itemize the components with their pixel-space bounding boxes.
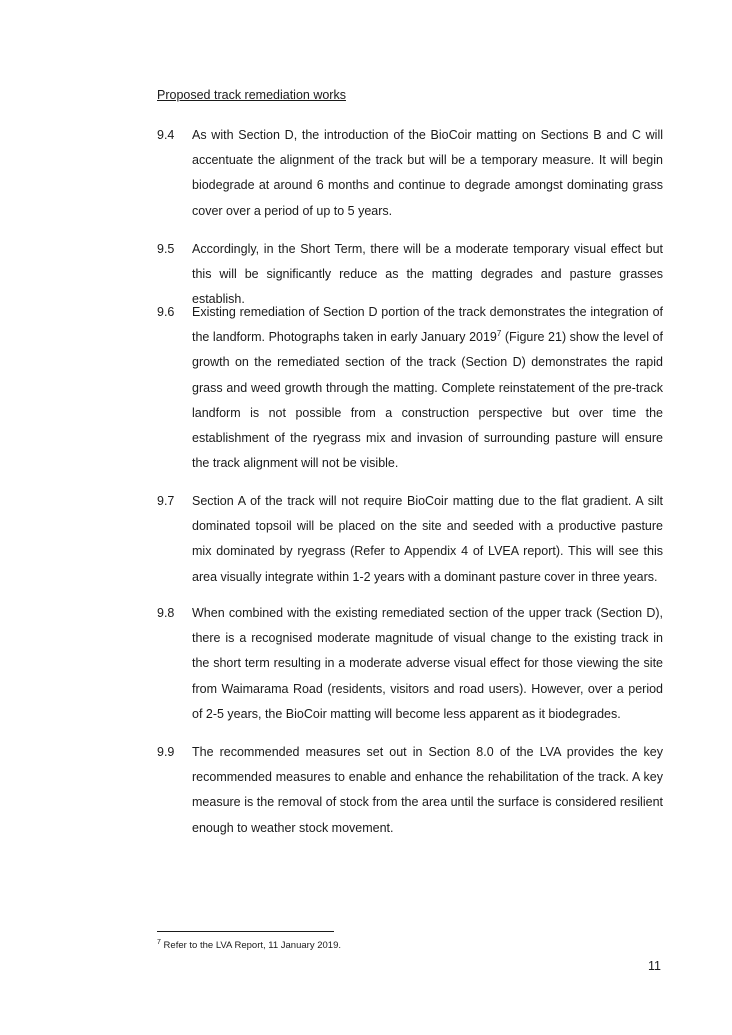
paragraph-9-6 <box>157 300 663 476</box>
paragraph-text: When combined with the existing remediated section of the upper track (Section D), there is a recognised moderate magnitude of visual change to the existing track in the short term resulting in a moderate adverse visual effect for those viewing the site from Waimarama Road (residents, visitors and road users). However, over a period of 2-5 years, the BioCoir matting will become less apparent as it biodegrades. <box>192 606 663 721</box>
paragraph-text <box>192 300 663 476</box>
paragraph-text: Accordingly, in the Short Term, there will be a moderate temporary visual effect but this will be significantly reduce as the matting degrades and pasture grasses establish. <box>192 242 663 307</box>
paragraph-number: 9.6 <box>157 305 175 319</box>
paragraph-text: As with Section D, the introduction of the BioCoir matting on Sections B and C will accentuate the alignment of the track but will be a temporary measure. It will begin biodegrade at around 6 months and continue to degrade amongst dominating grass cover over a period of up to 5 years. <box>192 128 663 218</box>
page-number: 11 <box>648 959 661 973</box>
section-heading: Proposed track remediation works <box>157 88 346 102</box>
paragraph-number: 9.8 <box>157 606 175 620</box>
paragraph-number: 9.5 <box>157 242 175 256</box>
paragraph-text: Section A of the track will not require BioCoir matting due to the flat gradient. A silt dominated topsoil will be placed on the site and seeded with a productive pasture mix dominated by ryegrass (Refer to Appendix 4 of LVEA report). This will see this area visually integrate within 1-2 years with a dominant pasture cover in three years. <box>192 494 663 584</box>
paragraph-9-7 <box>157 489 663 590</box>
paragraph-text-before: Existing remediation of Section D portion of the track demonstrates the integration of the landform. Photographs taken in early January 2019 <box>192 305 663 345</box>
paragraph-9-9 <box>157 740 663 841</box>
footnote-marker: 7 <box>157 938 161 946</box>
paragraph-number: 9.7 <box>157 494 175 508</box>
footnote-divider <box>157 931 334 932</box>
paragraph-text: The recommended measures set out in Section 8.0 of the LVA provides the key recommended measures to enable and enhance the rehabilitation of the track. A key measure is the removal of stock from the area until the surface is considered resilient enough to weather stock movement. <box>192 745 663 835</box>
paragraph-number: 9.9 <box>157 745 175 759</box>
paragraph-text-after: (Figure 21) show the level of growth on the remediated section of the track (Section D) demonstrates the rapid grass and weed growth through the matting. Complete reinstatement of the pre-track landform is not possible from a construction perspective but over time the establishment of the ryegrass mix and invasion of surrounding pasture will ensure the track alignment will not be visible. <box>192 330 663 471</box>
paragraph-number: 9.4 <box>157 128 175 142</box>
footnote-reference[interactable]: 7 <box>496 329 502 339</box>
paragraph-9-8 <box>157 601 663 727</box>
footnote <box>157 940 341 951</box>
paragraph-9-4 <box>157 123 663 224</box>
footnote-text: Refer to the LVA Report, 11 January 2019. <box>160 940 341 951</box>
